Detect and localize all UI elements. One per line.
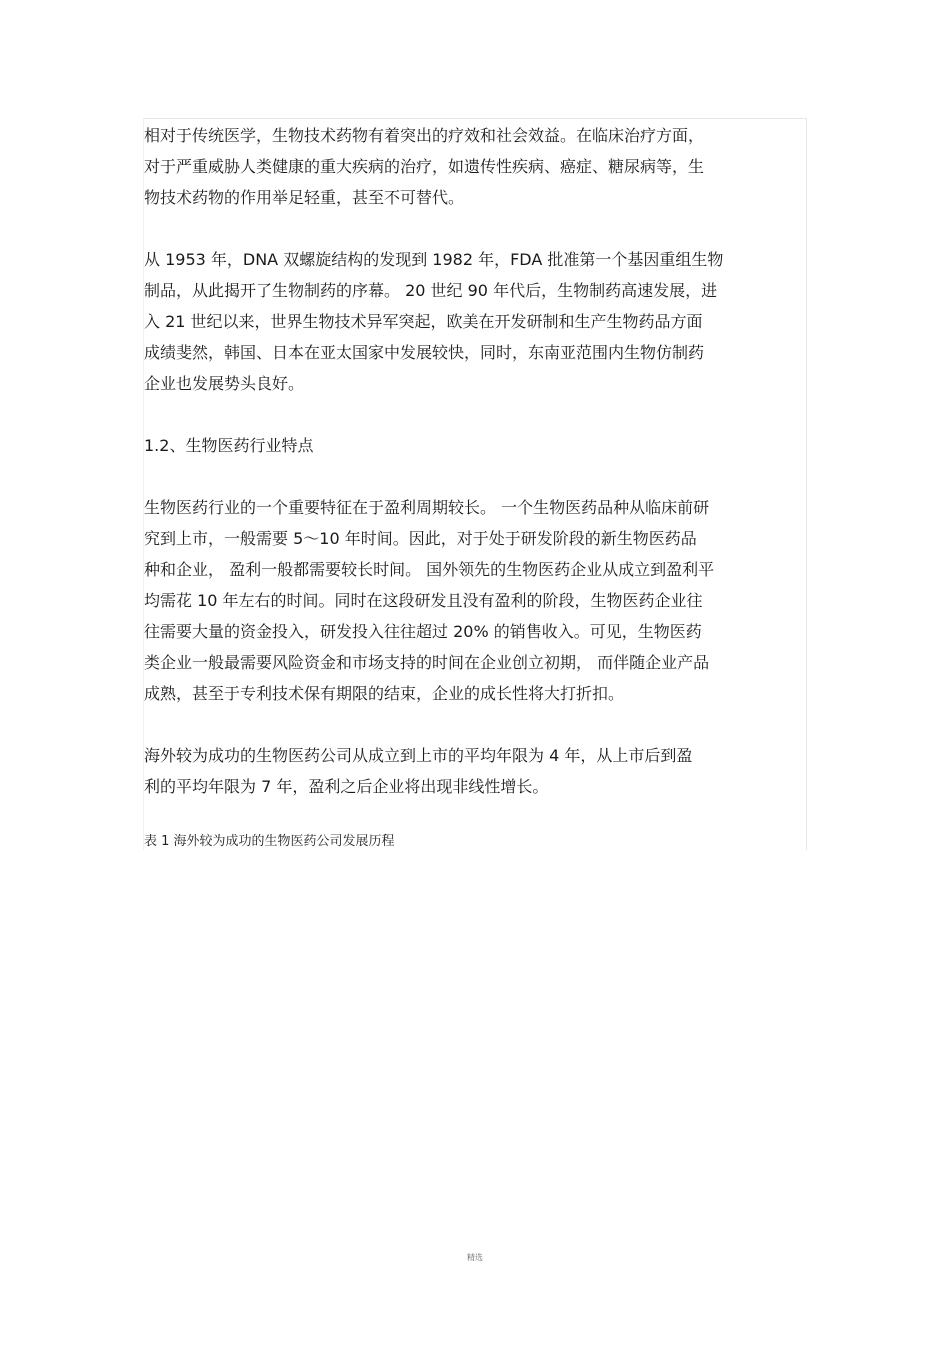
document-body	[144, 120, 804, 854]
page-footer-label: 精选	[467, 1253, 483, 1262]
paragraph-spacer	[144, 213, 804, 244]
table-caption: 表 1 海外较为成功的生物医药公司发展历程	[144, 834, 395, 849]
text-line: 相对于传统医学，生物技术药物有着突出的疗效和社会效益。在临床治疗方面，	[144, 126, 705, 145]
text-line: 对于严重威胁人类健康的重大疾病的治疗，如遗传性疾病、癌症、糖尿病等，生	[144, 157, 705, 176]
text-line: 从 1953 年，DNA 双螺旋结构的发现到 1982 年，FDA 批准第一个基因重组生物	[144, 250, 724, 269]
paragraph-overseas-companies	[144, 740, 804, 802]
text-line: 制品，从此揭开了生物制药的序幕。 20 世纪 90 年代后，生物制药高速发展，进	[144, 281, 718, 300]
paragraph-spacer	[144, 399, 804, 430]
text-line: 利的平均年限为 7 年，盈利之后企业将出现非线性增长。	[144, 777, 549, 796]
text-line: 企业也发展势头良好。	[144, 374, 305, 393]
text-line: 究到上市，一般需要 5～10 年时间。因此，对于处于研发阶段的新生物医药品	[144, 529, 697, 548]
text-line: 生物医药行业的一个重要特征在于盈利周期较长。 一个生物医药品种从临床前研	[144, 498, 710, 517]
paragraph-spacer	[144, 802, 804, 824]
text-line: 往需要大量的资金投入，研发投入往往超过 20% 的销售收入。可见，生物医药	[144, 622, 702, 641]
text-line: 海外较为成功的生物医药公司从成立到上市的平均年限为 4 年，从上市后到盈	[144, 746, 693, 765]
paragraph-biotech-benefits	[144, 120, 804, 213]
paragraph-spacer	[144, 461, 804, 492]
paragraph-spacer	[144, 709, 804, 740]
text-line: 种和企业， 盈利一般都需要较长时间。 国外领先的生物医药企业从成立到盈利平	[144, 560, 715, 579]
text-line: 均需花 10 年左右的时间。同时在这段研发且没有盈利的阶段，生物医药企业往	[144, 591, 703, 610]
text-line: 成熟，甚至于专利技术保有期限的结束，企业的成长性将大打折扣。	[144, 684, 625, 703]
paragraph-industry-characteristics	[144, 492, 804, 709]
content-frame-right-border	[806, 118, 807, 850]
text-line: 入 21 世纪以来，世界生物技术异军突起，欧美在开发研制和生产生物药品方面	[144, 312, 703, 331]
content-frame-top-border	[143, 118, 807, 119]
text-line: 成绩斐然，韩国、日本在亚太国家中发展较快，同时，东南亚范围内生物仿制药	[144, 343, 705, 362]
paragraph-biotech-history	[144, 244, 804, 399]
text-line: 物技术药物的作用举足轻重，甚至不可替代。	[144, 188, 465, 207]
section-heading: 1.2、生物医药行业特点	[144, 436, 314, 455]
text-line: 类企业一般最需要风险资金和市场支持的时间在企业创立初期， 而伴随企业产品	[144, 653, 710, 672]
